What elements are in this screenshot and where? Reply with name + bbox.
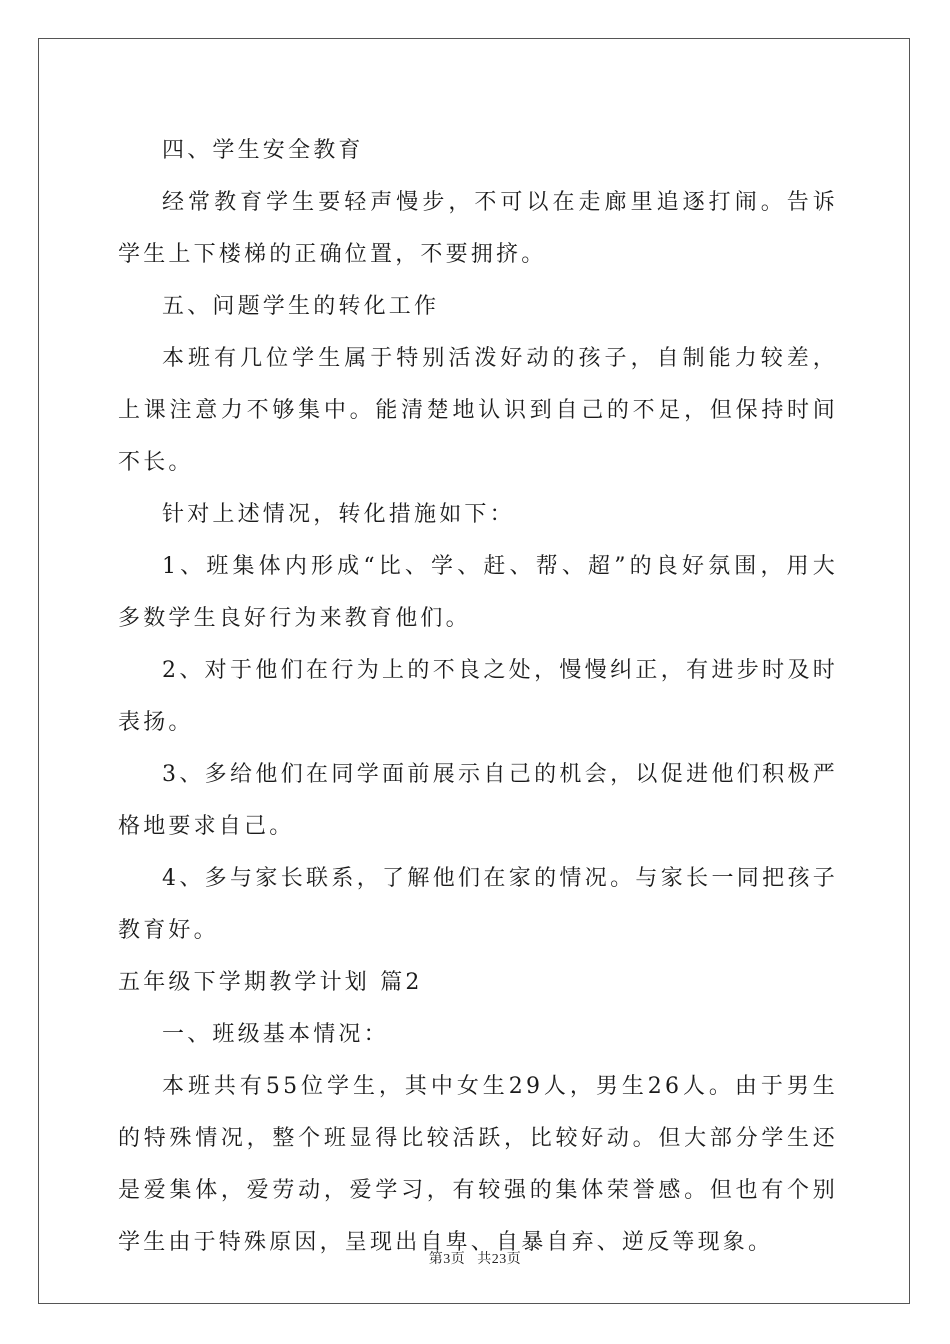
page-total: 共23页	[477, 1252, 522, 1267]
paragraph-safety: 经常教育学生要轻声慢步，不可以在走廊里追逐打闹。告诉学生上下楼梯的正确位置，不要拥挤。	[118, 190, 838, 267]
list-item-measure-2: 2、对于他们在行为上的不良之处，慢慢纠正，有进步时及时表扬。	[118, 658, 838, 735]
list-item-measure-4: 4、多与家长联系，了解他们在家的情况。与家长一同把孩子教育好。	[118, 866, 838, 943]
section-heading-problem-students: 五、问题学生的转化工作	[162, 294, 440, 319]
document-title-part-2: 五年级下学期教学计划 篇2	[118, 970, 423, 995]
list-item-measure-1: 1、班集体内形成“比、学、赶、帮、超”的良好氛围，用大多数学生良好行为来教育他们。	[118, 554, 838, 631]
page-number: 第3页	[428, 1252, 466, 1267]
list-item-measure-3: 3、多给他们在同学面前展示自己的机会，以促进他们积极严格地要求自己。	[118, 762, 838, 839]
document-body	[118, 125, 838, 1269]
paragraph-measures-intro: 针对上述情况，转化措施如下：	[162, 502, 515, 527]
section-heading-safety: 四、学生安全教育	[162, 138, 364, 163]
paragraph-class-info: 本班共有55位学生，其中女生29人，男生26人。由于男生的特殊情况，整个班显得比较活跃，比较好动。但大部分学生还是爱集体，爱劳动，爱学习，有较强的集体荣誉感。但也有个别学生由于特殊原因，呈现出自卑、自暴自弃、逆反等现象。	[118, 1074, 838, 1255]
section-heading-class-info: 一、班级基本情况：	[162, 1022, 389, 1047]
page-footer	[0, 1248, 950, 1268]
paragraph-problem-students: 本班有几位学生属于特别活泼好动的孩子，自制能力较差，上课注意力不够集中。能清楚地认识到自己的不足，但保持时间不长。	[118, 346, 838, 475]
